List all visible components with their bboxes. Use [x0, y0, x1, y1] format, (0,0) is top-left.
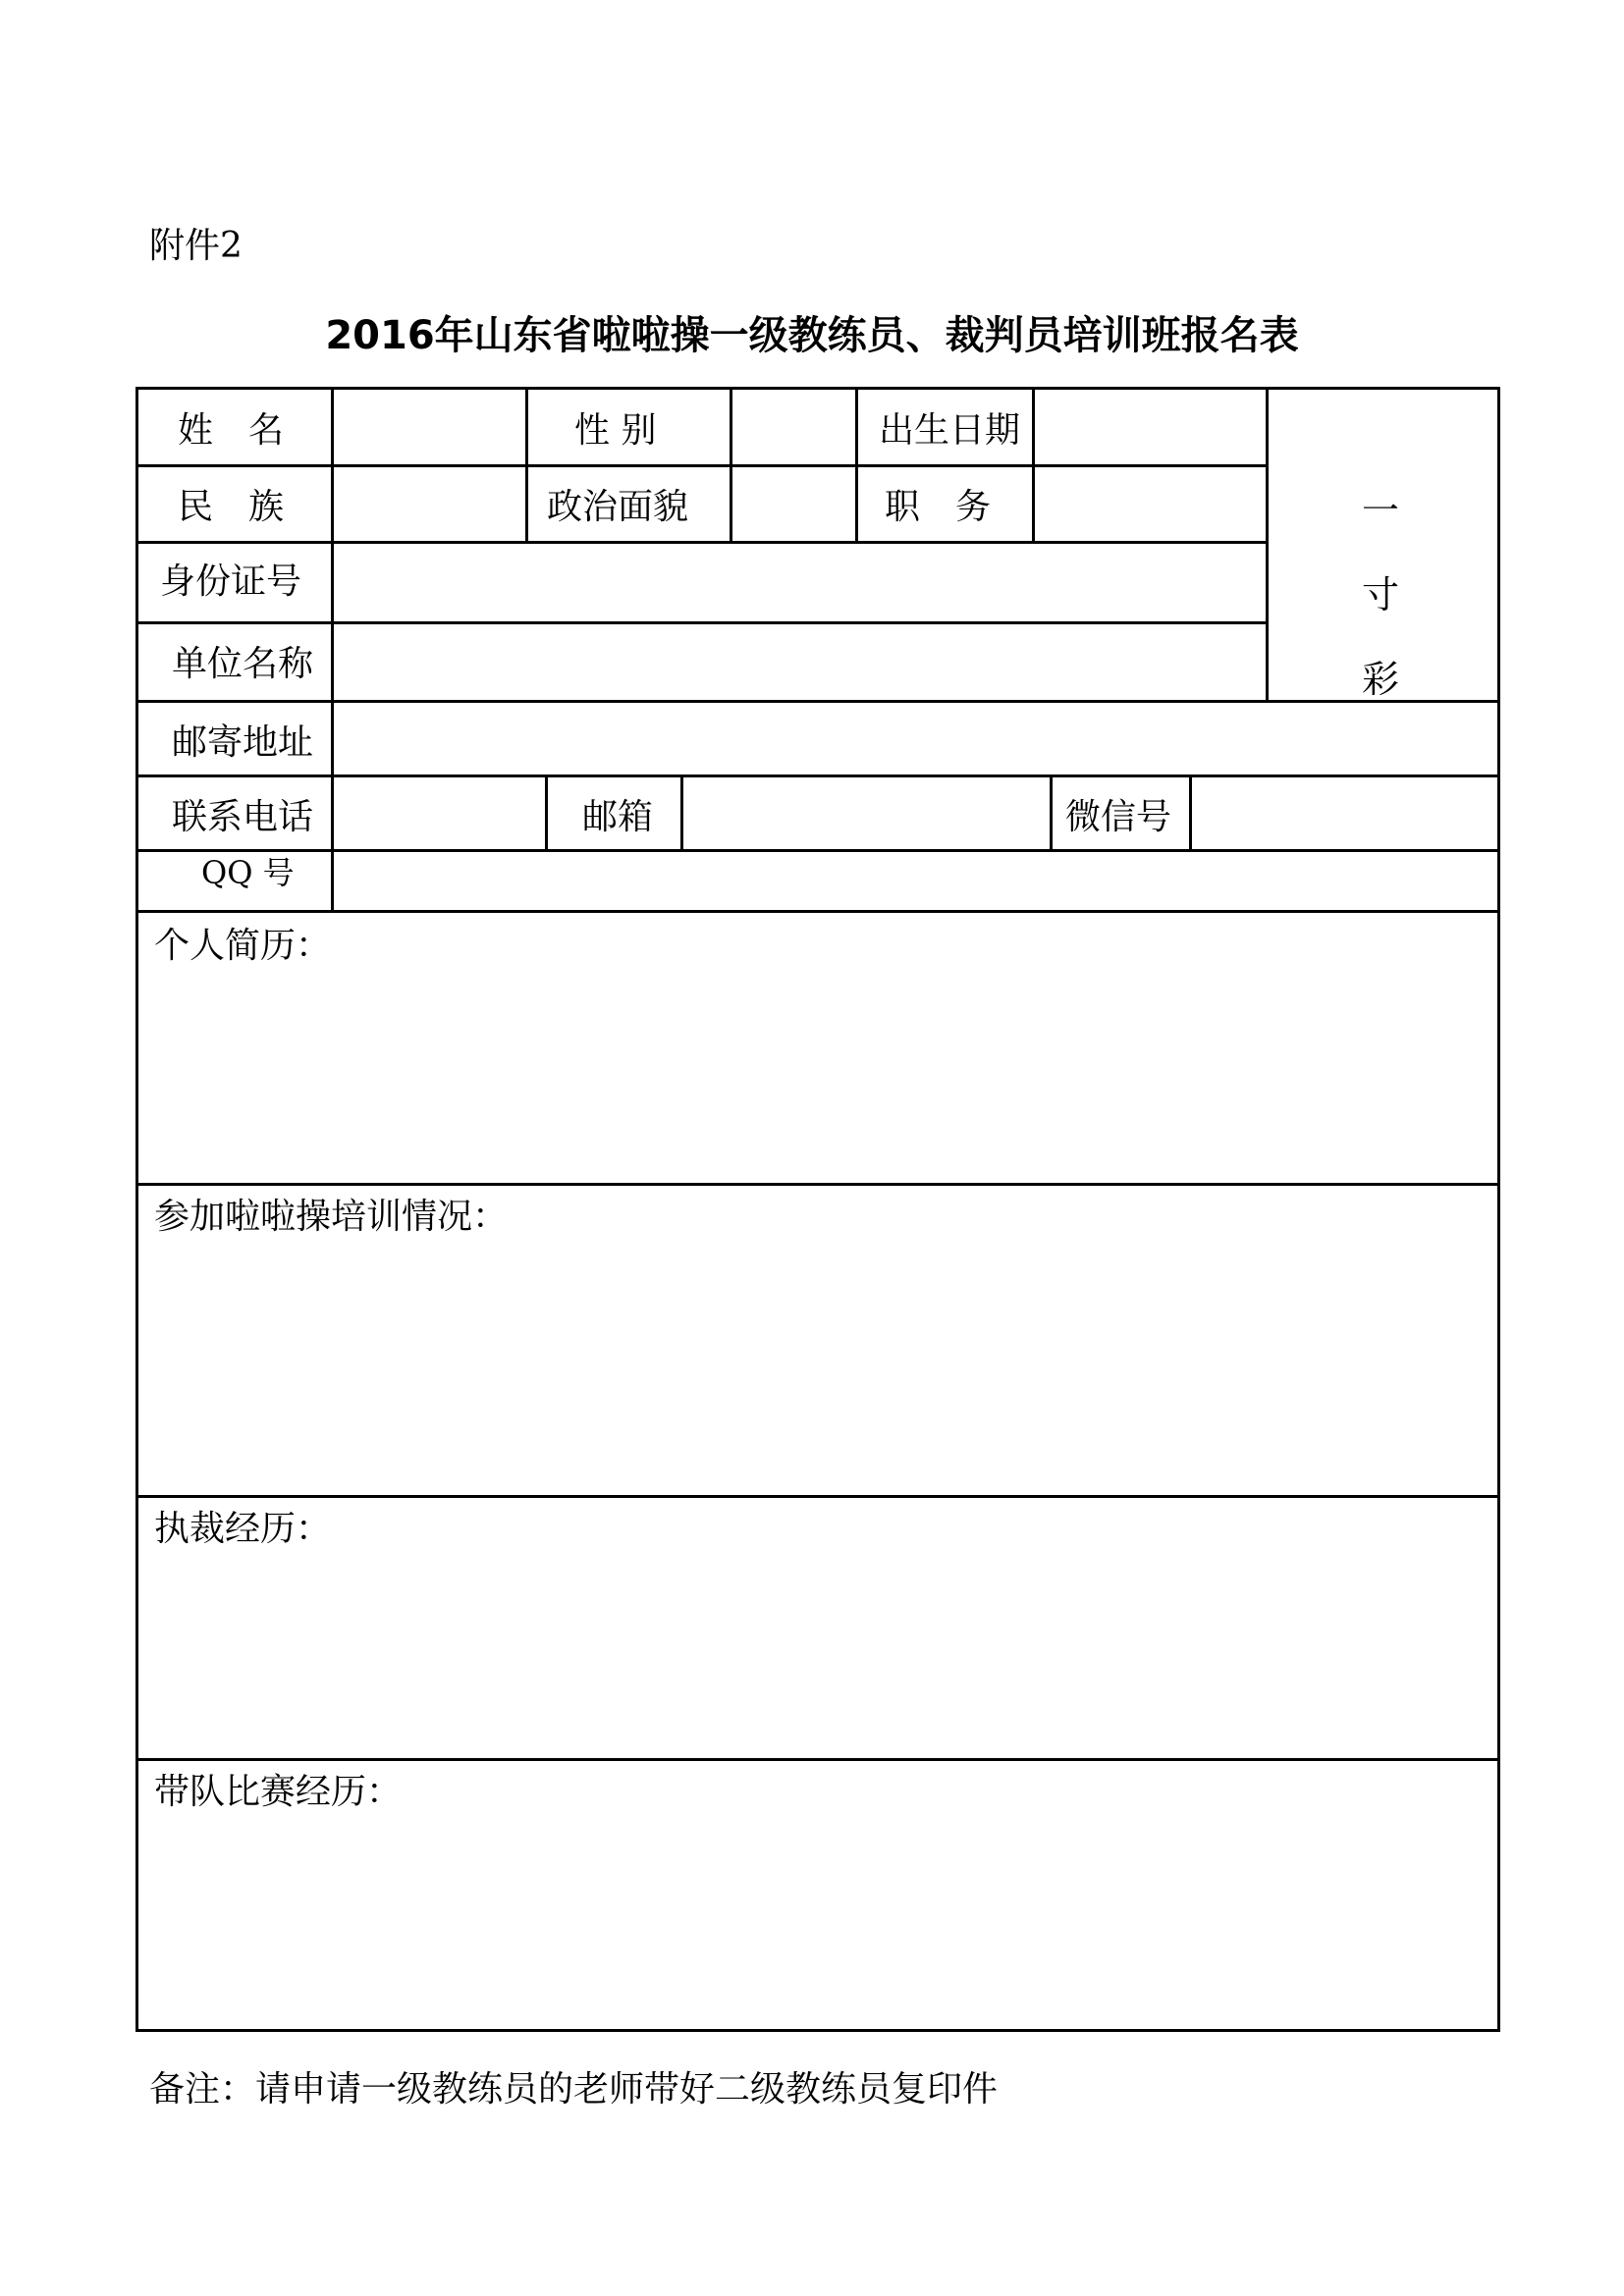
photo-char-1: 一: [1362, 489, 1400, 532]
name-label: 姓 名: [178, 410, 285, 451]
registration-form: [135, 387, 1500, 2032]
footnote: 备注：请申请一级教练员的老师带好二级教练员复印件: [149, 2069, 999, 2109]
qq-field[interactable]: [334, 852, 1497, 910]
ethnicity-field[interactable]: [334, 467, 525, 541]
phone-label: 联系电话: [172, 797, 314, 837]
ethnicity-label: 民 族: [178, 487, 285, 527]
email-field[interactable]: [683, 777, 1050, 849]
name-field[interactable]: [334, 390, 525, 464]
mailing-address-field[interactable]: [334, 703, 1497, 774]
photo-char-3: 彩: [1362, 658, 1400, 701]
photo-char-2: 寸: [1362, 573, 1400, 616]
team-competition-label: 带队比赛经历：: [154, 1772, 403, 1812]
unit-name-field[interactable]: [334, 624, 1266, 700]
unit-name-label: 单位名称: [172, 644, 314, 684]
position-field[interactable]: [1035, 467, 1266, 541]
attachment-label: 附件2: [149, 226, 243, 266]
gender-label: 性 别: [574, 410, 657, 451]
qq-label: QQ 号: [201, 854, 295, 891]
resume-field[interactable]: [138, 913, 1497, 1183]
team-competition-field[interactable]: [138, 1761, 1497, 2029]
resume-label: 个人简历：: [154, 926, 332, 966]
training-label: 参加啦啦操培训情况：: [154, 1197, 509, 1237]
gender-field[interactable]: [732, 390, 855, 464]
form-title: 2016年山东省啦啦操一级教练员、裁判员培训班报名表: [325, 313, 1299, 358]
referee-experience-label: 执裁经历：: [154, 1509, 332, 1549]
position-label: 职 务: [885, 487, 992, 527]
id-number-label: 身份证号: [160, 561, 302, 602]
political-status-field[interactable]: [732, 467, 855, 541]
id-number-field[interactable]: [334, 544, 1266, 621]
referee-experience-field[interactable]: [138, 1498, 1497, 1758]
birth-date-label: 出生日期: [879, 410, 1021, 451]
wechat-field[interactable]: [1192, 777, 1497, 849]
political-status-label: 政治面貌: [547, 487, 689, 527]
training-field[interactable]: [138, 1186, 1497, 1495]
phone-field[interactable]: [334, 777, 545, 849]
email-label: 邮箱: [582, 797, 654, 837]
birth-date-field[interactable]: [1035, 390, 1266, 464]
mailing-address-label: 邮寄地址: [172, 722, 314, 763]
wechat-label: 微信号: [1065, 797, 1172, 837]
